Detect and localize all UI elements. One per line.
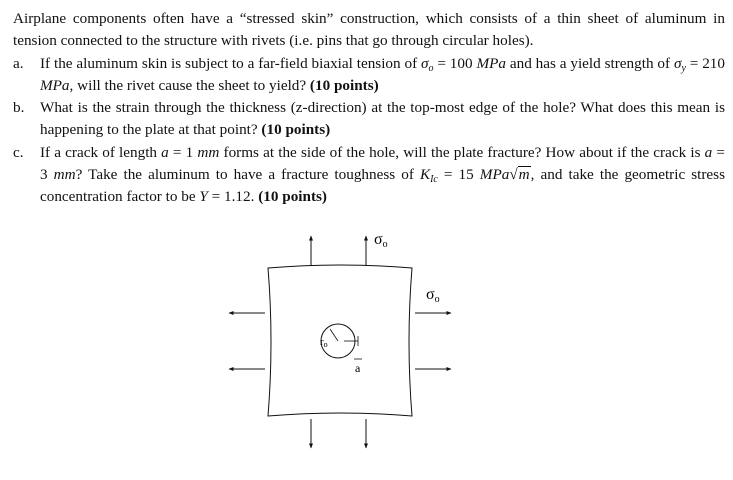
item-c-eq-1: = 1 <box>168 143 198 161</box>
sigma-top-label: σo <box>374 231 388 250</box>
crack-length-label: a <box>355 361 361 375</box>
k-subscript-ic: Ic <box>430 174 438 186</box>
item-c-text-2: forms at the side of the hole, will the plate fracture? How about if the crack is <box>219 143 705 161</box>
radius-line <box>330 329 338 341</box>
y-symbol: Y <box>199 188 208 206</box>
item-a-text-3: , will the rivet cause the sheet to yield? <box>69 76 310 94</box>
item-a-points: (10 points) <box>309 76 379 94</box>
unit-mpa-3: MPa <box>479 166 510 184</box>
item-c-text-4: , and take the geometric stress concentration factor to be <box>40 166 725 206</box>
item-a-eq-1: = 100 <box>433 54 477 72</box>
radius-label: ro <box>320 336 328 349</box>
unit-mpa: MPa <box>476 54 506 72</box>
item-c-marker: c. <box>13 143 24 161</box>
item-c-eq-2: = 3 <box>40 143 725 184</box>
item-c-text-3: ? Take the aluminum to have a fracture toughness of <box>75 166 420 184</box>
sigma-subscript-y: y <box>681 62 686 74</box>
item-a-text-1: If the aluminum skin is subject to a far-field biaxial tension of <box>40 54 421 72</box>
sqrt-symbol: √ <box>509 166 518 184</box>
sigma-symbol: σ <box>421 54 429 72</box>
item-a-text-2: and has a yield strength of <box>505 54 674 72</box>
crack-length-symbol-2: a <box>704 143 713 161</box>
item-c-eq-4: = 1.12. <box>207 188 259 206</box>
item-b-marker: b. <box>13 99 25 117</box>
item-b-text: What is the strain through the thickness (z-direction) at the top-most edge of the hole? What does this mean is happening to the plate at that point? <box>40 99 725 139</box>
sigma-subscript-o: o <box>428 62 434 74</box>
item-c-text-1: If a crack of length <box>40 143 162 161</box>
item-c-eq-3: = 15 <box>437 166 480 184</box>
unit-mm: mm <box>197 143 220 161</box>
crack-length-symbol: a <box>161 143 169 161</box>
sigma-right-label: σo <box>426 286 440 305</box>
item-a-marker: a. <box>13 54 24 72</box>
unit-mpa-2: MPa <box>40 76 70 94</box>
k-symbol: K <box>419 166 431 184</box>
item-b-points: (10 points) <box>261 121 331 139</box>
plate-outline <box>268 265 412 416</box>
item-c-points: (10 points) <box>258 188 327 206</box>
intro-text: Airplane components often have a “stressed skin” construction, which consists of a thin sheet of aluminum in tension connected to the structure with rivets (i.e. pins that go through circular holes). <box>13 10 725 50</box>
item-a-eq-2: = 210 <box>685 54 725 72</box>
sigma-y-symbol: σ <box>673 54 682 72</box>
unit-mm-2: mm <box>53 166 76 184</box>
sqrt-m: m <box>518 166 530 184</box>
